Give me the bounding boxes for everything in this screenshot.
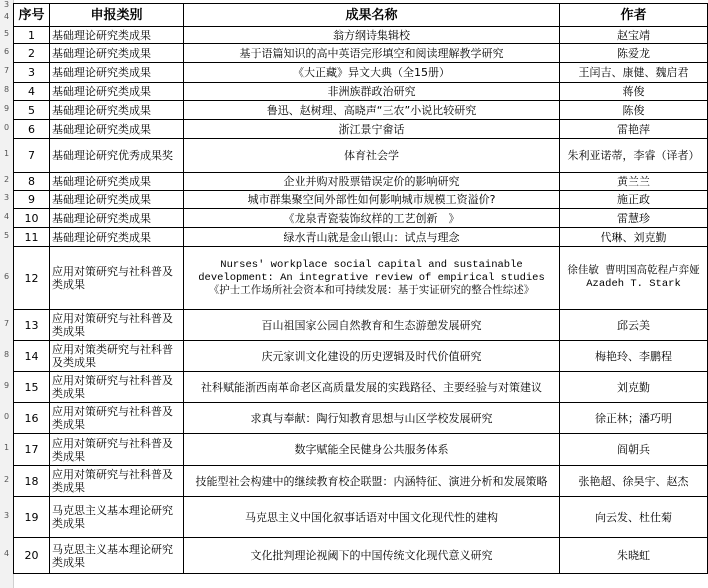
row-number-label: 1 <box>3 149 10 158</box>
row-number-label: 4 <box>3 12 10 21</box>
category-cell[interactable]: 应用对策研究与社科普及类成果 <box>50 466 184 497</box>
author-cell[interactable]: 刘克勤 <box>560 372 708 403</box>
table-row <box>14 538 708 574</box>
title-cell[interactable]: 体育社会学 <box>184 139 560 173</box>
author-cell[interactable]: 朱晓虹 <box>560 538 708 574</box>
table-row <box>14 191 708 209</box>
row-number-cell[interactable]: 13 <box>14 310 50 341</box>
category-cell[interactable]: 应用对策研究与社科普及类成果 <box>50 403 184 434</box>
author-cell[interactable]: 黄兰兰 <box>560 173 708 191</box>
category-cell[interactable]: 基础理论研究类成果 <box>50 101 184 120</box>
category-cell[interactable]: 应用对策研究与社科普及类成果 <box>50 247 184 310</box>
row-number-label: 2 <box>3 474 10 484</box>
author-cell[interactable]: 徐正林；潘巧明 <box>560 403 708 434</box>
row-number-label: 4 <box>3 549 10 558</box>
title-cell[interactable]: 庆元家训文化建设的历史逻辑及时代价值研究 <box>184 341 560 372</box>
header-no[interactable]: 序号 <box>14 4 50 27</box>
title-cell[interactable]: 浙江景宁畲话 <box>184 120 560 139</box>
title-cell[interactable]: 数字赋能全民健身公共服务体系 <box>184 434 560 466</box>
row-number-label: 9 <box>3 103 10 113</box>
row-number-label: 0 <box>3 411 10 421</box>
row-number-cell[interactable]: 14 <box>14 341 50 372</box>
title-cell[interactable]: 求真与奉献：陶行知教育思想与山区学校发展研究 <box>184 403 560 434</box>
category-cell[interactable]: 基础理论研究类成果 <box>50 191 184 209</box>
row-number-cell[interactable]: 6 <box>14 120 50 139</box>
author-cell[interactable]: 阎朝兵 <box>560 434 708 466</box>
row-number-label: 9 <box>3 380 10 390</box>
table-row <box>14 466 708 497</box>
row-number-label: 4 <box>3 211 10 221</box>
title-cell[interactable]: 马克思主义中国化叙事话语对中国文化现代性的建构 <box>184 497 560 538</box>
row-number-cell[interactable]: 19 <box>14 497 50 538</box>
row-number-cell[interactable]: 9 <box>14 191 50 209</box>
header-title[interactable]: 成果名称 <box>184 4 560 27</box>
row-number-cell[interactable]: 11 <box>14 228 50 247</box>
category-cell[interactable]: 马克思主义基本理论研究类成果 <box>50 538 184 574</box>
row-number-cell[interactable]: 1 <box>14 27 50 44</box>
row-number-cell[interactable]: 15 <box>14 372 50 403</box>
row-number-label: 6 <box>3 46 10 56</box>
row-number-cell[interactable]: 12 <box>14 247 50 310</box>
table-header-row <box>14 4 708 27</box>
title-cell[interactable]: 文化批判理论视阈下的中国传统文化现代意义研究 <box>184 538 560 574</box>
row-number-label: 1 <box>3 443 10 452</box>
category-cell[interactable]: 基础理论研究类成果 <box>50 44 184 63</box>
category-cell[interactable]: 基础理论研究类成果 <box>50 228 184 247</box>
row-number-label: 3 <box>3 510 10 520</box>
row-number-cell[interactable]: 2 <box>14 44 50 63</box>
row-number-cell[interactable]: 18 <box>14 466 50 497</box>
category-cell[interactable]: 应用对策类研究与社科普及类成果 <box>50 341 184 372</box>
author-cell[interactable]: 陈俊 <box>560 101 708 120</box>
author-cell[interactable]: 赵宝靖 <box>560 27 708 44</box>
row-number-cell[interactable]: 5 <box>14 101 50 120</box>
title-cell[interactable]: Nurses' workplace social capital and sustainable development: An integrative review of empirical studies 《护士工作场所社会资本和可持续发展：基于实证研究的整合性综述》 <box>184 247 560 310</box>
author-cell[interactable]: 代琳、刘克勤 <box>560 228 708 247</box>
table-row <box>14 497 708 538</box>
table-row <box>14 434 708 466</box>
table-row <box>14 209 708 228</box>
category-cell[interactable]: 基础理论研究优秀成果奖 <box>50 139 184 173</box>
table-row <box>14 139 708 173</box>
header-author[interactable]: 作者 <box>560 4 708 27</box>
row-number-gutter <box>0 0 14 588</box>
row-number-cell[interactable]: 20 <box>14 538 50 574</box>
author-cell[interactable]: 雷慧珍 <box>560 209 708 228</box>
category-cell[interactable]: 基础理论研究类成果 <box>50 209 184 228</box>
row-number-cell[interactable]: 16 <box>14 403 50 434</box>
row-number-label: 8 <box>3 85 10 94</box>
title-cell[interactable]: 技能型社会构建中的继续教育校企联盟：内涵特征、演进分析和发展策略 <box>184 466 560 497</box>
row-number-label: 5 <box>3 28 10 38</box>
row-number-label: 7 <box>3 318 10 328</box>
category-cell[interactable]: 基础理论研究类成果 <box>50 83 184 101</box>
table-row <box>14 403 708 434</box>
title-cell[interactable]: 鲁迅、赵树理、高晓声“三农”小说比较研究 <box>184 101 560 120</box>
author-cell[interactable]: 向云发、杜仕菊 <box>560 497 708 538</box>
table-row <box>14 372 708 403</box>
author-cell[interactable]: 徐佳敏 曹明国高乾程卢弈娅Azadeh T. Stark <box>560 247 708 310</box>
title-cell[interactable]: 基于语篇知识的高中英语完形填空和阅读理解教学研究 <box>184 44 560 63</box>
title-cell[interactable]: 非洲族群政治研究 <box>184 83 560 101</box>
table-row <box>14 63 708 83</box>
title-cell[interactable]: 《大正藏》异文大典（全15册） <box>184 63 560 83</box>
author-cell[interactable]: 雷艳萍 <box>560 120 708 139</box>
title-cell[interactable]: 翁方纲诗集辑校 <box>184 27 560 44</box>
title-cell[interactable]: 社科赋能浙西南革命老区高质量发展的实践路径、主要经验与对策建议 <box>184 372 560 403</box>
author-cell[interactable]: 王闰吉、康健、魏启君 <box>560 63 708 83</box>
category-cell[interactable]: 基础理论研究类成果 <box>50 27 184 44</box>
row-number-cell[interactable]: 10 <box>14 209 50 228</box>
row-number-cell[interactable]: 4 <box>14 83 50 101</box>
category-cell[interactable]: 应用对策研究与社科普及类成果 <box>50 372 184 403</box>
table-row <box>14 101 708 120</box>
author-cell[interactable]: 陈爱龙 <box>560 44 708 63</box>
category-cell[interactable]: 基础理论研究类成果 <box>50 63 184 83</box>
category-cell[interactable]: 马克思主义基本理论研究类成果 <box>50 497 184 538</box>
title-cell[interactable]: 企业并购对股票错误定价的影响研究 <box>184 173 560 191</box>
row-number-cell[interactable]: 17 <box>14 434 50 466</box>
title-cell[interactable]: 《龙泉青瓷装饰纹样的工艺创新 》 <box>184 209 560 228</box>
table-row <box>14 310 708 341</box>
row-number-label: 5 <box>3 230 10 240</box>
row-number-label: 3 <box>3 193 10 202</box>
row-number-label: 7 <box>3 66 10 75</box>
category-cell[interactable]: 基础理论研究类成果 <box>50 173 184 191</box>
table-row <box>14 228 708 247</box>
table-row <box>14 44 708 63</box>
table-row <box>14 341 708 372</box>
author-cell[interactable]: 梅艳玲、李鹏程 <box>560 341 708 372</box>
table-row <box>14 247 708 310</box>
category-cell[interactable]: 基础理论研究类成果 <box>50 120 184 139</box>
author-cell[interactable]: 张艳超、徐昊宇、赵杰 <box>560 466 708 497</box>
row-number-label: 2 <box>3 175 10 184</box>
row-number-cell[interactable]: 3 <box>14 63 50 83</box>
author-cell[interactable]: 朱利亚诺蒂，李睿（译者） <box>560 139 708 173</box>
achievement-table <box>13 3 708 574</box>
title-cell[interactable]: 百山祖国家公园自然教育和生态游憩发展研究 <box>184 310 560 341</box>
title-cell[interactable]: 绿水青山就是金山银山：试点与理念 <box>184 228 560 247</box>
category-cell[interactable]: 应用对策研究与社科普及类成果 <box>50 434 184 466</box>
table-row <box>14 27 708 44</box>
title-cell[interactable]: 城市群集聚空间外部性如何影响城市规模工资溢价? <box>184 191 560 209</box>
table-body <box>14 27 708 574</box>
row-number-cell[interactable]: 8 <box>14 173 50 191</box>
author-cell[interactable]: 施正政 <box>560 191 708 209</box>
row-number-cell[interactable]: 7 <box>14 139 50 173</box>
author-cell[interactable]: 邱云美 <box>560 310 708 341</box>
table-row <box>14 173 708 191</box>
row-number-label: 8 <box>3 349 10 359</box>
author-cell[interactable]: 蒋俊 <box>560 83 708 101</box>
category-cell[interactable]: 应用对策研究与社科普及类成果 <box>50 310 184 341</box>
row-number-label: 3 <box>3 0 10 9</box>
table-row <box>14 120 708 139</box>
row-number-label: 0 <box>3 122 10 132</box>
row-number-label: 6 <box>3 271 10 281</box>
table-row <box>14 83 708 101</box>
header-category[interactable]: 申报类别 <box>50 4 184 27</box>
